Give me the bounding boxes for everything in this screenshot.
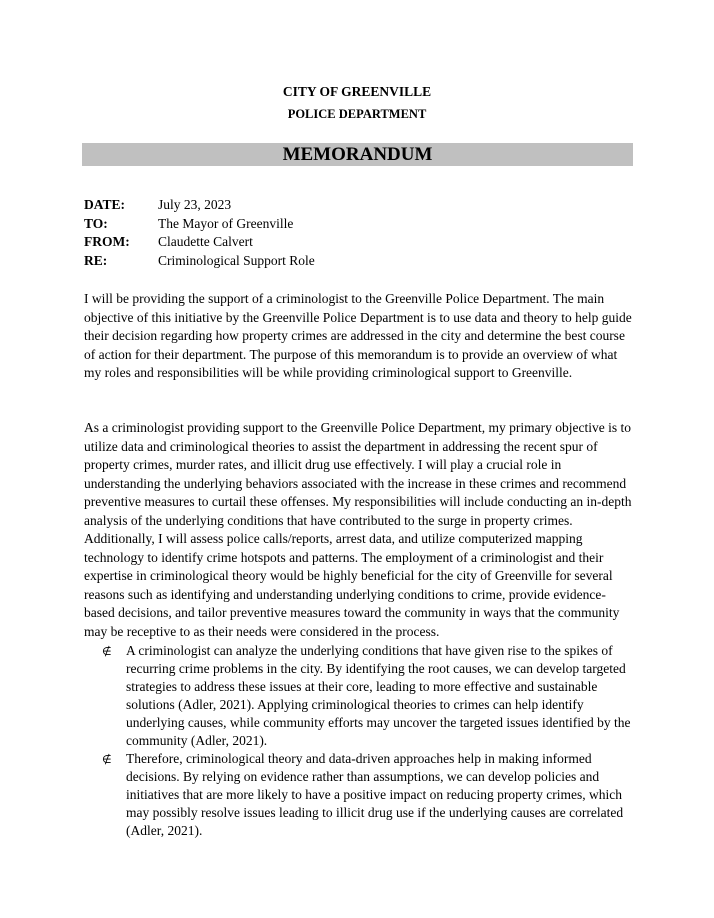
memo-header-fields xyxy=(84,196,315,270)
list-item xyxy=(84,750,632,840)
org-name: CITY OF GREENVILLE xyxy=(282,84,432,99)
re-label: RE: xyxy=(84,252,108,268)
to-row xyxy=(84,215,315,234)
date-row xyxy=(84,196,315,215)
re-value: Criminological Support Role xyxy=(158,252,315,268)
date-label: DATE: xyxy=(84,197,126,212)
to-label: TO: xyxy=(84,215,108,231)
not-element-of-icon: ∉ xyxy=(102,645,112,658)
from-label: FROM: xyxy=(84,234,130,249)
memo-title-banner: MEMORANDUM xyxy=(82,143,633,166)
to-value: The Mayor of Greenville xyxy=(158,215,294,231)
intro-paragraph: I will be providing the support of a criminologist to the Greenville Police Department. The main objective of this initiative by the Greenville Police Department is to use data and theory to help guide their decision regarding how property crimes are addressed in the city and determine the best course of action for their department. The purpose of this memorandum is to provide an overview of what my roles and responsibilities will be while providing criminological support to Greenville. xyxy=(84,291,632,380)
date-value: July 23, 2023 xyxy=(158,197,232,212)
department-name: POLICE DEPARTMENT xyxy=(287,107,427,121)
role-paragraph: As a criminologist providing support to the Greenville Police Department, my primary objective is to utilize data and criminological theories to assist the department in addressing the recent spur of property crimes, murder rates, and illicit drug use effectively. I will play a crucial role in understanding the underlying behaviors associated with the increase in these crimes and recommend preventive measures to curtail these offenses. My responsibilities will include conducting an in-depth analysis of the underlying conditions that have contributed to the surge in property crimes. Additionally, I will assess police calls/reports, arrest data, and utilize computerized mapping technology to identify crime hotspots and patterns. The employment of a criminologist and their expertise in criminological theory would be highly beneficial for the city of Greenville for several reasons such as identifying and understanding underlying conditions to crime, provide evidence-based decisions, and tailor preventive measures toward the community in ways that the community may be receptive to as their needs were considered in the process. xyxy=(84,420,632,639)
not-element-of-icon: ∉ xyxy=(102,753,112,766)
re-row xyxy=(84,252,315,271)
benefits-list xyxy=(84,642,632,840)
from-row xyxy=(84,233,315,252)
from-value: Claudette Calvert xyxy=(158,234,253,249)
list-item-text: Therefore, criminological theory and data-driven approaches help in making informed decisions. By relying on evidence rather than assumptions, we can develop policies and initiatives that are more likely to have a positive impact on reducing property crimes, which may possibly resolve issues leading to illicit drug use if the underlying causes are correlated (Adler, 2021). xyxy=(126,751,624,838)
list-item xyxy=(84,642,632,750)
list-item-text: A criminologist can analyze the underlying conditions that have given rise to the spikes of recurring crime problems in the city. By identifying the root causes, we can develop targeted strategies to address these issues at their core, leading to more effective and sustainable solutions (Adler, 2021). Applying criminological theories to crimes can help identify underlying causes, while community efforts may uncover the targeted issues identified by the community (Adler, 2021). xyxy=(126,643,631,748)
